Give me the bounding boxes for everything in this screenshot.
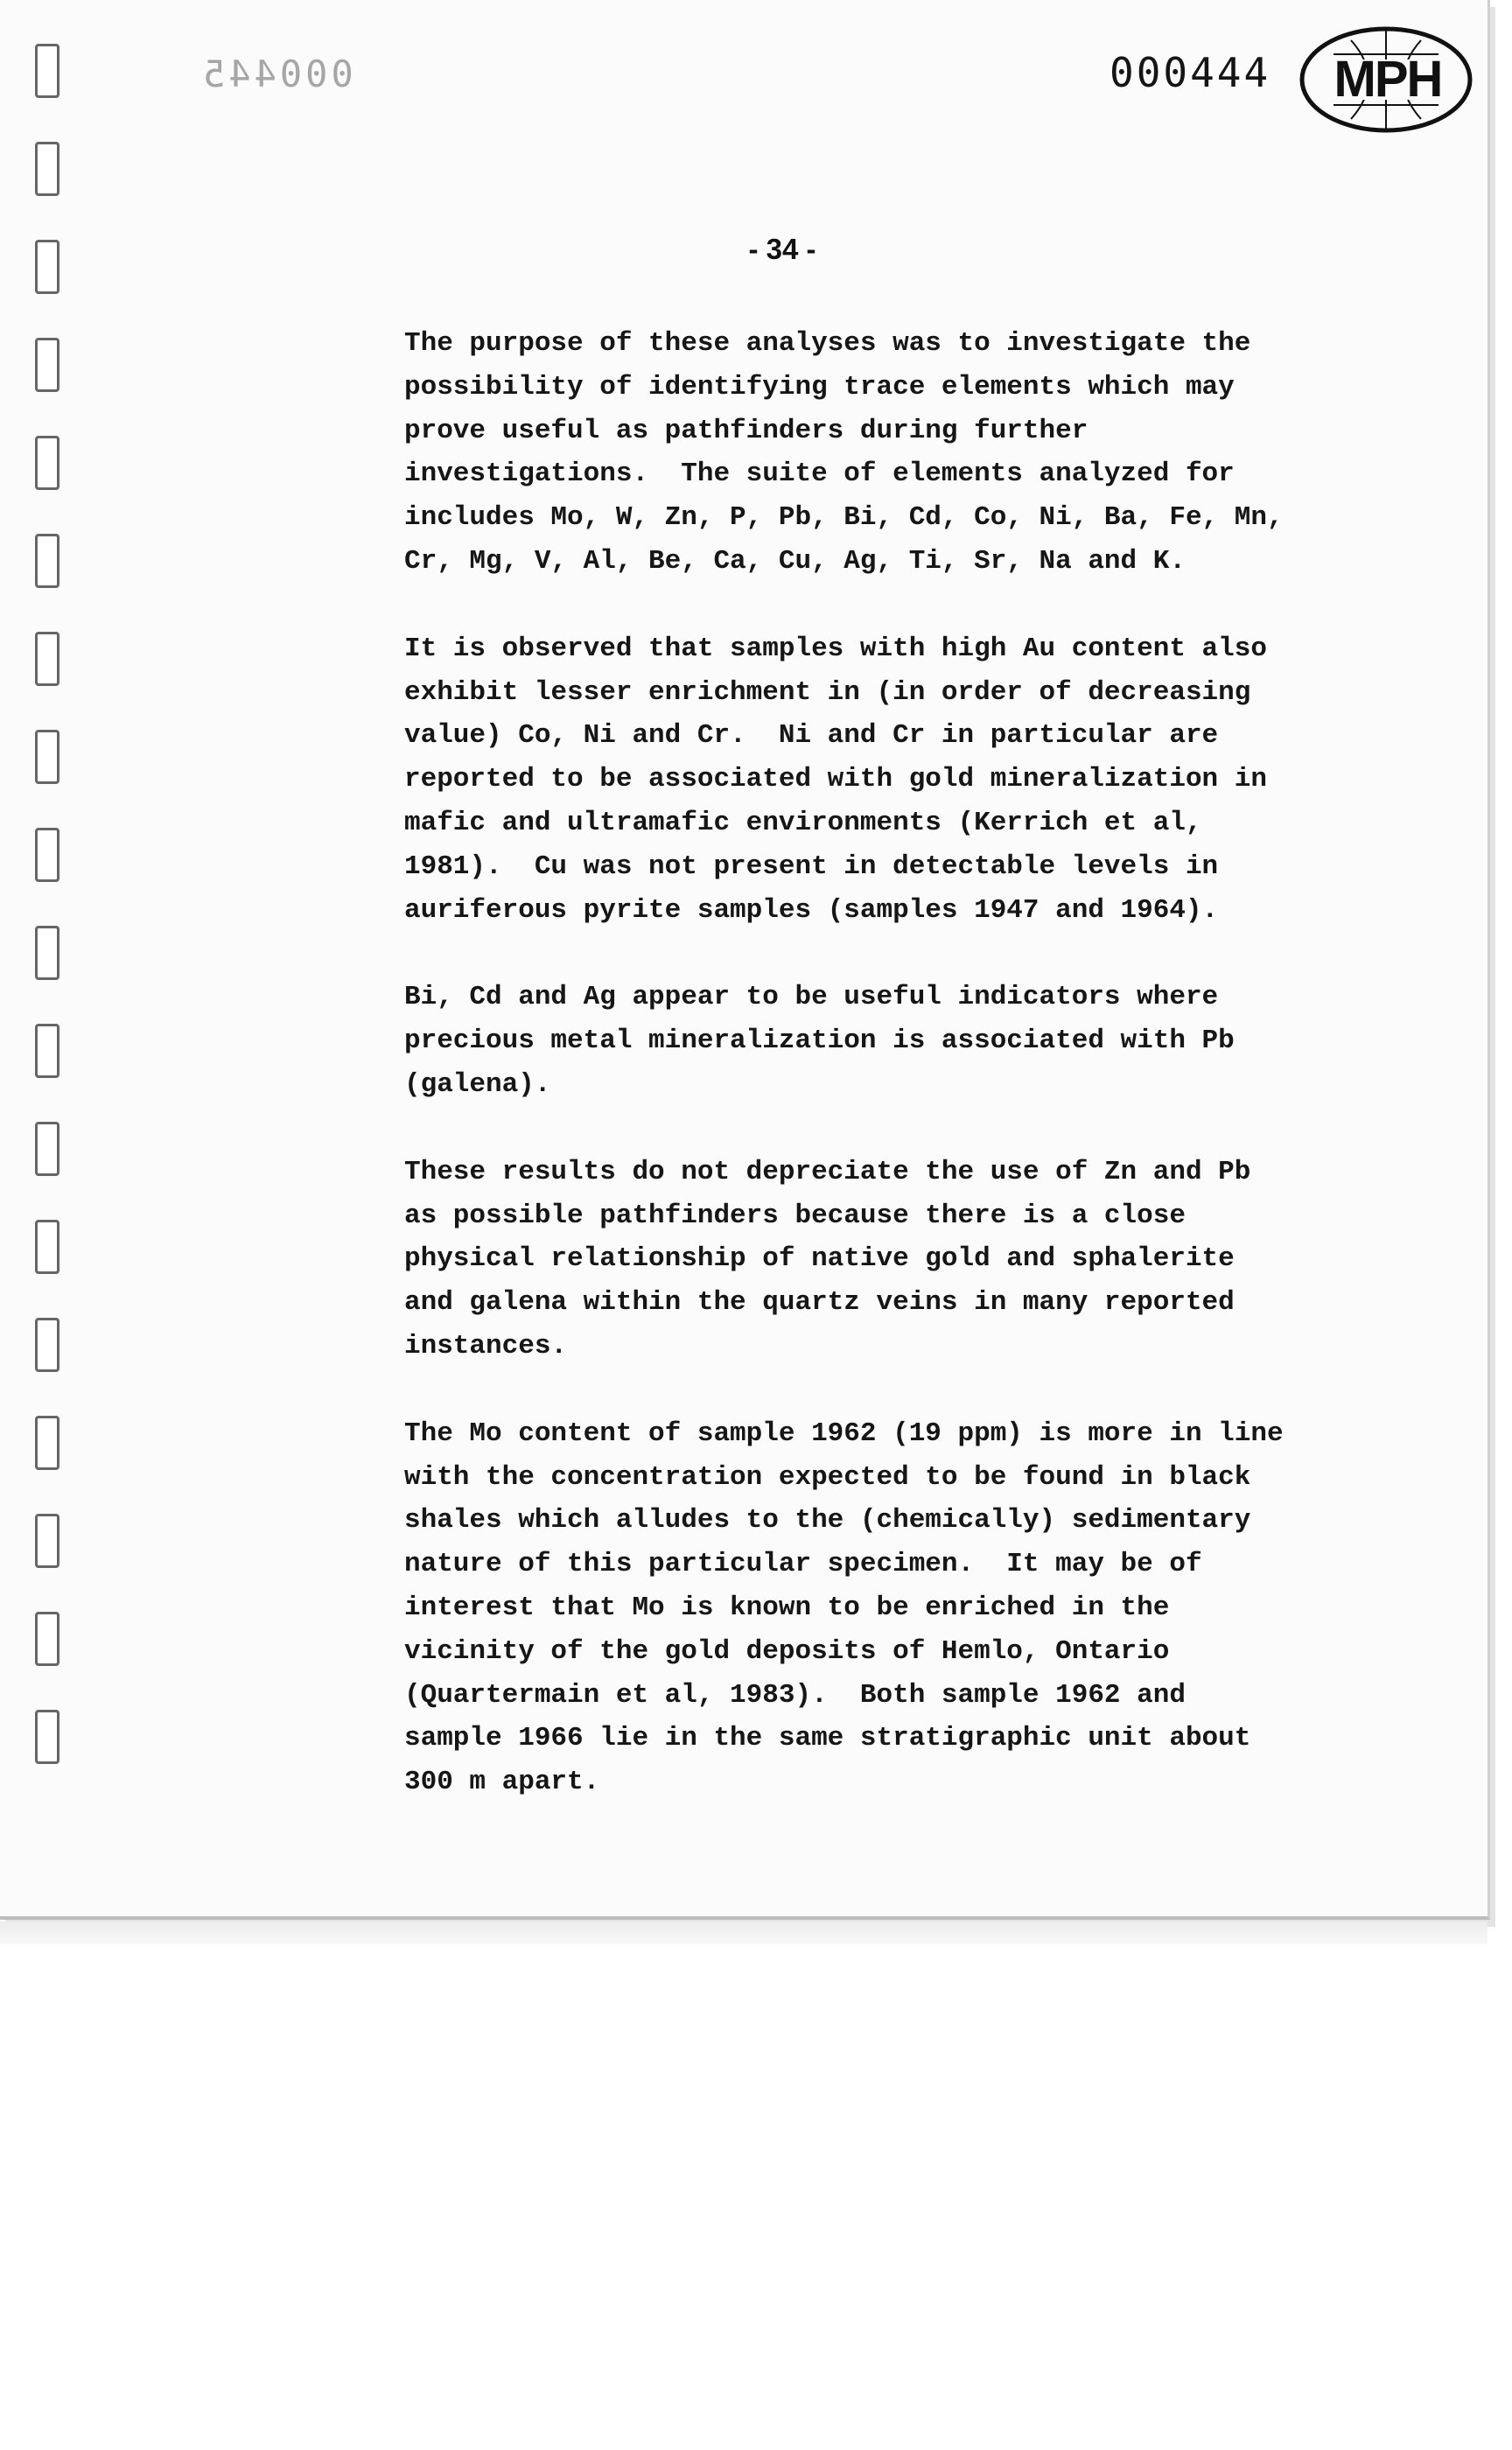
text-line: reported to be associated with gold mineralization in [404, 764, 1267, 795]
text-line: physical relationship of native gold and sphalerite [404, 1243, 1235, 1275]
paragraph [404, 1151, 1472, 1368]
binder-hole [35, 926, 60, 980]
binder-hole [35, 1122, 60, 1176]
text-line: interest that Mo is known to be enriched in the [404, 1592, 1170, 1623]
page-number: - 34 - [748, 233, 816, 265]
binder-holes [35, 44, 61, 1881]
text-line: auriferous pyrite samples (samples 1947 and 1964). [404, 894, 1219, 926]
mph-logo [1298, 24, 1474, 135]
text-line: possibility of identifying trace elements which may [404, 371, 1235, 402]
text-line: (Quartermain et al, 1983). Both sample 1962 and [404, 1679, 1186, 1711]
text-line: These results do not depreciate the use of Zn and Pb [404, 1156, 1251, 1187]
binder-hole [35, 338, 60, 392]
paragraph [404, 1412, 1472, 1804]
binder-hole [35, 1024, 60, 1078]
logo-text: MPH [1334, 51, 1442, 108]
mirrored-stamp-number: 000445 [200, 52, 354, 95]
text-line: includes Mo, W, Zn, P, Pb, Bi, Cd, Co, Ni, Ba, Fe, Mn, [404, 502, 1284, 534]
binder-hole [35, 1416, 60, 1470]
text-line: The purpose of these analyses was to investigate the [404, 328, 1251, 359]
text-line: and galena within the quartz veins in many reported [404, 1287, 1235, 1319]
binder-hole [35, 44, 60, 98]
text-line: 1981). Cu was not present in detectable levels in [404, 850, 1219, 882]
page-edge-shadow [0, 1922, 1488, 1944]
binder-hole [35, 1318, 60, 1372]
text-line: It is observed that samples with high Au content also [404, 633, 1267, 664]
binder-hole [35, 1612, 60, 1666]
binder-hole [35, 1220, 60, 1274]
paragraph [404, 627, 1472, 933]
text-line: (galena). [404, 1068, 551, 1100]
text-line: mafic and ultramafic environments (Kerrich et al, [404, 807, 1202, 838]
text-line: value) Co, Ni and Cr. Ni and Cr in particular are [404, 720, 1219, 752]
text-line: Cr, Mg, V, Al, Be, Ca, Cu, Ag, Ti, Sr, Na and K. [404, 545, 1186, 577]
text-line: Bi, Cd and Ag appear to be useful indicators where [404, 982, 1219, 1013]
binder-hole [35, 436, 60, 490]
paragraph [404, 322, 1472, 584]
text-line: as possible pathfinders because there is a close [404, 1200, 1186, 1231]
binder-hole [35, 1710, 60, 1764]
text-line: nature of this particular specimen. It may be of [404, 1549, 1202, 1580]
text-line: 300 m apart. [404, 1767, 600, 1798]
text-line: prove useful as pathfinders during further [404, 415, 1088, 446]
text-line: instances. [404, 1330, 568, 1362]
paragraph [404, 976, 1472, 1106]
binder-hole [35, 534, 60, 588]
text-line: precious metal mineralization is associated with Pb [404, 1026, 1235, 1057]
binder-hole [35, 142, 60, 196]
text-line: shales which alludes to the (chemically) sedimentary [404, 1505, 1251, 1536]
text-line: investigations. The suite of elements analyzed for [404, 458, 1235, 490]
text-line: sample 1966 lie in the same stratigraphic unit about [404, 1723, 1251, 1754]
text-line: The Mo content of sample 1962 (19 ppm) is more in line [404, 1418, 1284, 1449]
text-line: with the concentration expected to be found in black [404, 1461, 1251, 1493]
stamp-number: 000444 [1110, 49, 1271, 96]
text-line: vicinity of the gold deposits of Hemlo, Ontario [404, 1635, 1170, 1667]
text-line: exhibit lesser enrichment in (in order of decreasing [404, 676, 1251, 708]
binder-hole [35, 828, 60, 882]
binder-hole [35, 1514, 60, 1568]
binder-hole [35, 730, 60, 784]
binder-hole [35, 632, 60, 686]
body-text [404, 322, 1472, 1848]
